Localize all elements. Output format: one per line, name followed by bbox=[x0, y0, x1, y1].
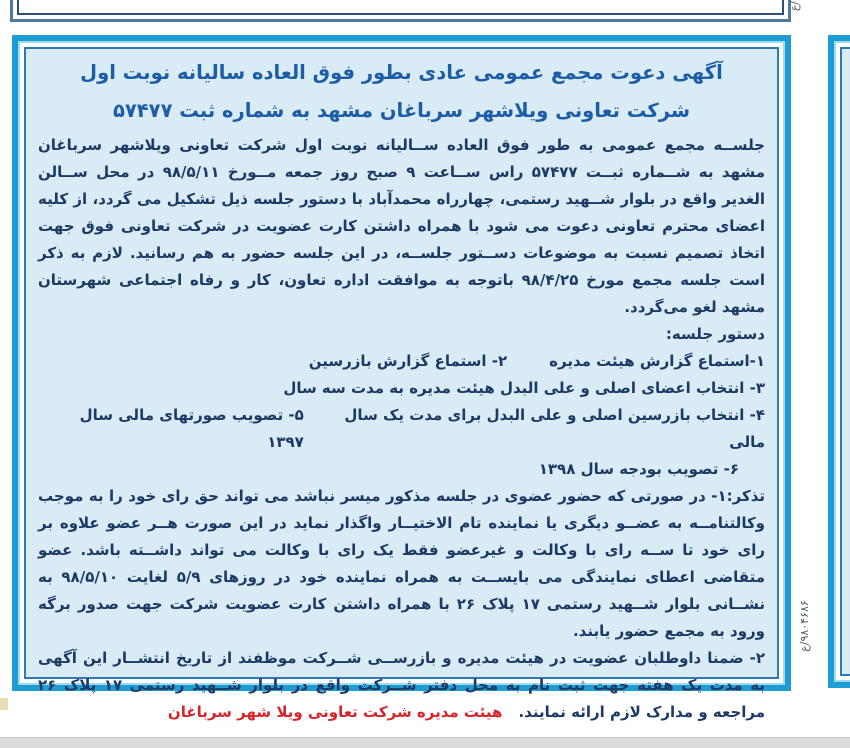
agenda-item-6: ۶- تصویب بودجه سال ۱۳۹۸ bbox=[538, 460, 739, 478]
ad-title-line2: شرکت تعاونی ویلاشهر سرباغان مشهد به شماره ثبت ۵۷۴۷۷ bbox=[112, 99, 691, 122]
note-2-paragraph bbox=[38, 645, 765, 726]
intro-paragraph: جلســه مجمع عمومی به طور فوق العاده ســالیانه نوبت اول شرکت تعاونی ویلاشهر سرباغان مشهد به شــماره ثبــت ۵۷۴۷۷ راس ســاعت ۹ صبح روز جمعه مــورخ ۹۸/۵/۱۱ در محل ســالن الغدیر واقع در بلوار شــهید رستمی، چهارراه محمدآباد با دستور جلسه ذیل تشکیل می گردد، از کلیه اعضای محترم تعاونی دعوت می شود با همراه داشتن کارت عضویت در شرکت تعاونی فوق جهت اتخاذ تصمیم نسبت به موضوعات دســتور جلســه، در این جلسه حضور به هم رسانید. لازم به ذکر است جلسه مجمع مورخ ۹۸/۴/۲۵ باتوجه به موافقت اداره تعاون، کار و رفاه اجتماعی شهرستان مشهد لغو می‌گردد. bbox=[38, 136, 765, 316]
agenda-item-2: ۲- استماع گزارش بازرسین bbox=[308, 352, 508, 370]
agenda-item-1: ۱-استماع گزارش هیئت مدیره bbox=[549, 352, 765, 370]
left-edge-fragment bbox=[0, 698, 8, 710]
neighbor-ad-top bbox=[10, 0, 791, 22]
ad-title-line1: آگهی دعوت مجمع عمومی عادی بطور فوق العاده سالیانه نوبت اول bbox=[80, 61, 723, 84]
agenda-row-1 bbox=[38, 348, 765, 375]
neighbor-ad-right bbox=[828, 35, 850, 688]
announcement-ad-panel bbox=[24, 47, 779, 721]
agenda-item-3: ۳- انتخاب اعضای اصلی و علی البدل هیئت مدیره به مدت سه سال bbox=[283, 379, 765, 397]
agenda-heading: دستور جلسه: bbox=[665, 325, 765, 343]
agenda-item-4: ۴- انتخاب بازرسین اصلی و علی البدل برای مدت یک سال مالی bbox=[344, 406, 765, 451]
ad-code-vertical: ۹۸۰۴۶۸۶/ع bbox=[798, 600, 811, 652]
note-2-text: ۲- ضمنا داوطلبان عضویت در هیئت مدیره و بازرســی شــرکت موظفند از تاریخ انتشــار این آگهی به مدت یک هفته جهت ثبت نام به محل دفتر شــرکت واقع در بلوار شــهید رستمی ۱۷ پلاک ۲۶ مراجعه و مدارک لازم ارائه نمایند. bbox=[38, 649, 765, 721]
neighbor-ad-right-inner bbox=[840, 47, 850, 676]
bottom-scroll-strip bbox=[0, 737, 850, 748]
agenda-row-2 bbox=[38, 402, 765, 456]
announcement-ad-frame bbox=[12, 35, 791, 721]
board-signature: هیئت مدیره شرکت تعاونی ویلا شهر سرباغان bbox=[167, 703, 503, 721]
corner-ad-code-fragment: /ع bbox=[788, 0, 801, 12]
agenda-item-5: ۵- تصویب صورتهای مالی سال ۱۳۹۷ bbox=[79, 406, 304, 451]
note-1-paragraph: تذکر:۱- در صورتی که حضور عضوی در جلسه مذکور میسر نباشد می تواند حق رای خود را به موجب وکالتنامــه به عضــو دیگری یا نماینده تام الاختیــار واگذار نماید در این صورت هــر عضو علاوه بر رای خود تا ســه رای با وکالت و غیرعضو فقط یک رای با وکالت می تواند داشــته باشد. عضو متقاضی اعطای نمایندگی می بایســت به همراه نماینده خود در روزهای ۵/۹ لغایت ۹۸/۵/۱۰ به نشــانی بلوار شــهید رستمی ۱۷ پلاک ۲۶ با همراه داشتن کارت عضویت شرکت جهت صدور برگه ورود به مجمع حضور یابند. bbox=[38, 487, 766, 640]
neighbor-ad-top-inner-border bbox=[17, 0, 784, 15]
